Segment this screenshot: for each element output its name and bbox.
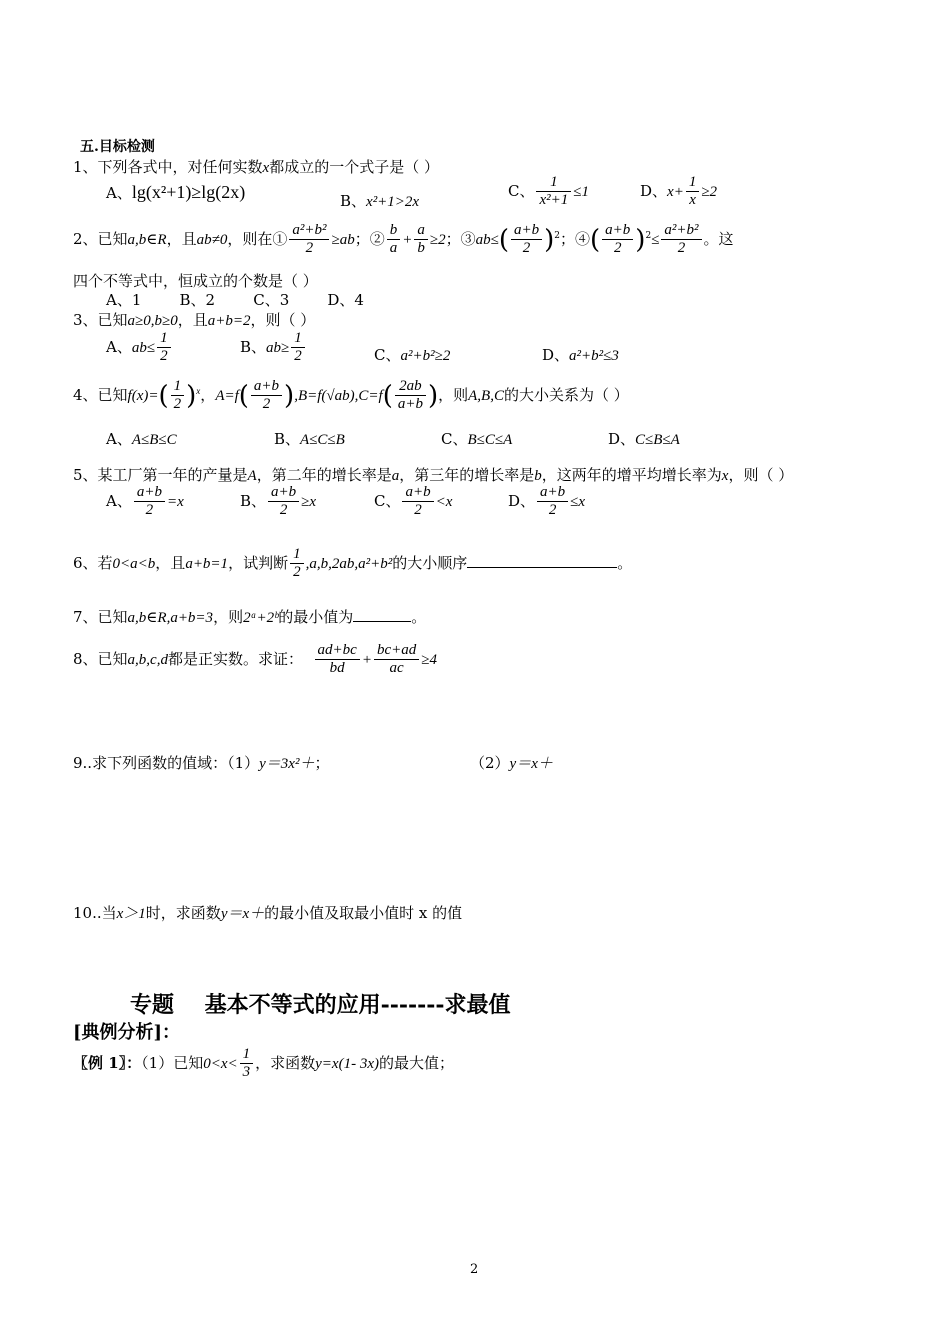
- question-6: 6、若0<a<b，且a+b=1，试判断 $\frac{1}{2}$ ,a,b,2ab,a²+b²的大小顺序 。: [73, 546, 633, 581]
- question-3-option-a: A、ab≤ $\frac{1}{2}$: [106, 330, 173, 366]
- question-9-part-2: （2）y＝x＋: [470, 754, 553, 772]
- question-5-option-d: D、 $\frac{a+b}{2}$ ≤x: [508, 484, 586, 519]
- question-4-option-b: B、A≤C≤B: [274, 430, 345, 448]
- question-5-option-b: B、 $\frac{a+b}{2}$ ≥x: [240, 484, 317, 519]
- question-4-option-a: A、A≤B≤C: [106, 430, 177, 448]
- question-8: 8、已知a,b,c,d都是正实数。求证： $\frac{ad+bc}{bd}$ + $\frac{bc+ad}{ac}$ ≥4: [73, 642, 437, 677]
- section-title: 五.目标检测: [80, 139, 155, 155]
- question-5-option-c: C、 $\frac{a+b}{2}$ <x: [374, 484, 453, 519]
- answer-blank: [467, 553, 617, 568]
- question-1-stem: 1、下列各式中，对任何实数x都成立的一个式子是（ ）: [73, 158, 439, 176]
- question-3-stem: 3、已知a≥0,b≥0，且a+b=2，则（ ）: [73, 311, 316, 329]
- question-1-option-c: C、 $\frac{1}{\text{x²+1}}$ ≤1: [508, 174, 589, 209]
- question-3-option-b: B、ab≥ $\frac{1}{2}$: [240, 330, 307, 366]
- analysis-heading: [典例分析]：: [73, 1022, 181, 1043]
- question-1-option-d: D、x+ $\frac{1}{x}$ ≥2: [640, 174, 718, 209]
- question-2-options: A、1 B、2 C、3 D、4: [106, 291, 364, 309]
- question-4-option-d: D、C≤B≤A: [608, 430, 680, 448]
- question-5-option-a: A、 $\frac{a+b}{2}$ =x: [106, 484, 184, 519]
- question-1-option-b: B、x²+1>2x: [340, 192, 420, 210]
- question-9: 9..求下列函数的值域：（1）y＝3x²＋；: [73, 754, 330, 772]
- question-10: 10..当x＞1时，求函数y＝x＋的最小值及取最小值时 x 的值: [73, 904, 463, 922]
- question-7: 7、已知a,b∈R,a+b=3，则2ᵃ+2ᵇ的最小值为 。: [73, 608, 427, 626]
- example-1: 〖例 1〗：（1）已知0<x< $\frac{1}{3}$ ，求函数y=x(1- 3x)的最大值；: [73, 1046, 454, 1081]
- question-4-option-c: C、B≤C≤A: [441, 430, 513, 448]
- question-2-stem: 2、已知a,b∈R，且ab≠0，则在① $\frac{\text{a²+b²}}{2}$ ≥ab；② $\frac{b}{a}$ + $\frac{a}{b}$ ≥2；③ab≤( $\frac{a+b}{2}$ )$^2$；④( $\frac{a+b}{2}$ )$^2$≤ $\frac{\text{a²+b²}}{2}$ 。这: [73, 222, 734, 257]
- question-5-stem: 5、某工厂第一年的产量是A，第二年的增长率是a，第三年的增长率是b，这两年的增平均增长率为x，则（ ）: [73, 466, 794, 484]
- question-2-line2: 四个不等式中，恒成立的个数是（ ）: [73, 272, 318, 290]
- question-3-option-c: C、a²+b²≥2: [374, 346, 451, 364]
- question-1-options: A、lg(x²+1)≥lg(2x): [106, 182, 246, 202]
- question-4-stem: 4、已知f(x)=( $\frac{1}{2}$ )$^x$，A=f( $\frac{a+b}{2}$ ),B=f(√ab),C=f( $\frac{2ab}{a+b}$ )，则A,B,C的大小关系为（ ）: [73, 378, 629, 413]
- answer-blank: [353, 607, 411, 622]
- topic-title: 专题 基本不等式的应用-------求最值: [130, 992, 511, 1018]
- question-3-option-d: D、a²+b²≤3: [542, 346, 619, 364]
- page-number: 2: [470, 1262, 479, 1277]
